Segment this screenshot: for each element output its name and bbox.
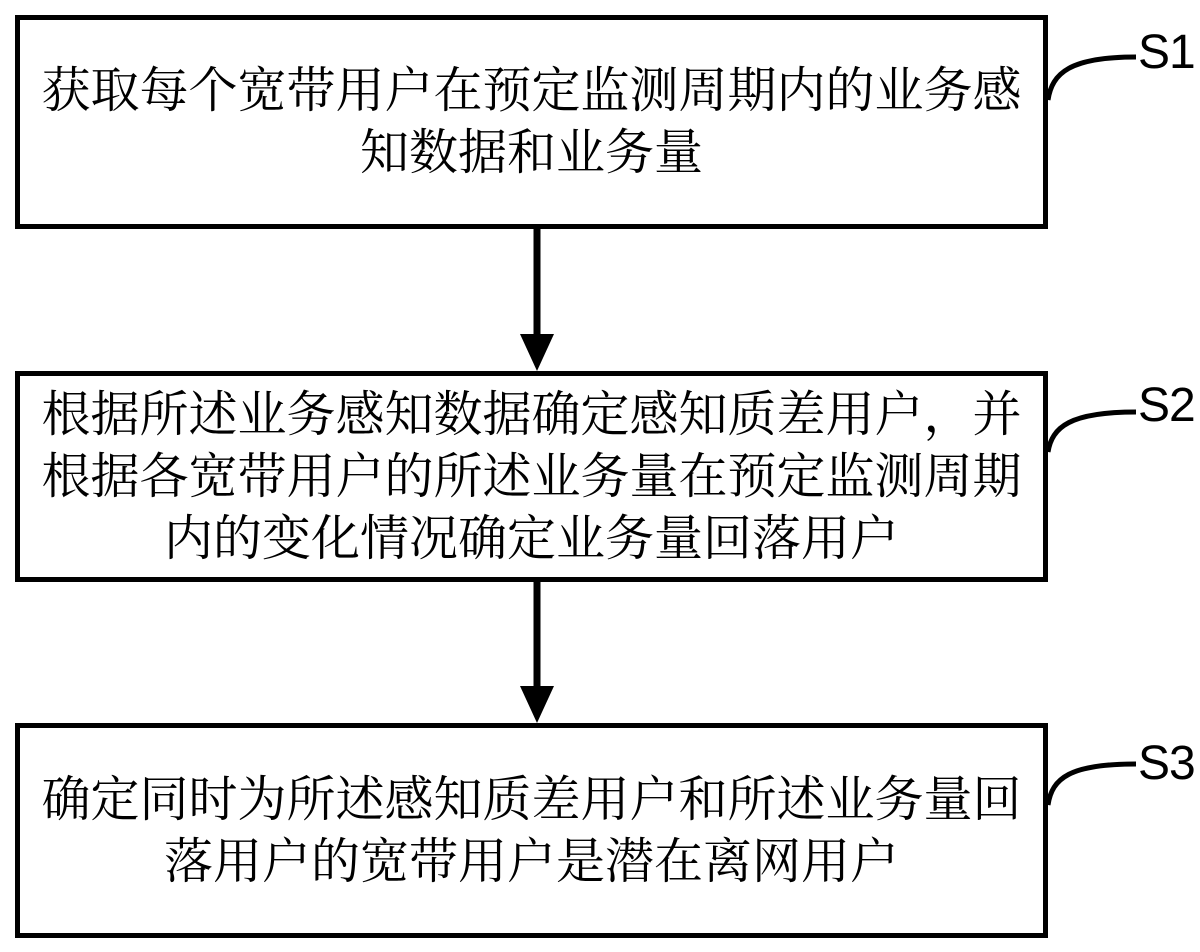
step-s1-text-line-1: 获取每个宽带用户在预定监测周期内的业务感 (41, 63, 1022, 118)
step-label-s1: S1 (1138, 26, 1195, 79)
step-box-s3 (15, 723, 1048, 938)
arrow-s2-to-s3 (520, 582, 554, 723)
step-box-s1 (15, 15, 1048, 229)
step-s3-text-line-1: 确定同时为所述感知质差用户和所述业务量回 (41, 771, 1022, 827)
step-s2-text-line-2: 根据各宽带用户的所述业务量在预定监测周期 (41, 448, 1022, 504)
step-label-s3: S3 (1138, 737, 1195, 790)
step-s2-text-line-1: 根据所述业务感知数据确定感知质差用户，并 (41, 386, 1022, 442)
arrow-s1-to-s2 (520, 229, 554, 371)
step-s1-text-line-2: 知数据和业务量 (359, 125, 703, 180)
leader-line-s2 (1048, 412, 1136, 452)
leader-line-s1 (1048, 57, 1136, 100)
step-label-s2: S2 (1138, 379, 1195, 432)
leader-line-s3 (1048, 764, 1136, 805)
step-s2-text-line-3: 内的变化情况确定业务量回落用户 (163, 510, 899, 566)
step-box-s2 (15, 371, 1048, 582)
step-s3-text-line-2: 落用户的宽带用户是潜在离网用户 (163, 833, 899, 889)
